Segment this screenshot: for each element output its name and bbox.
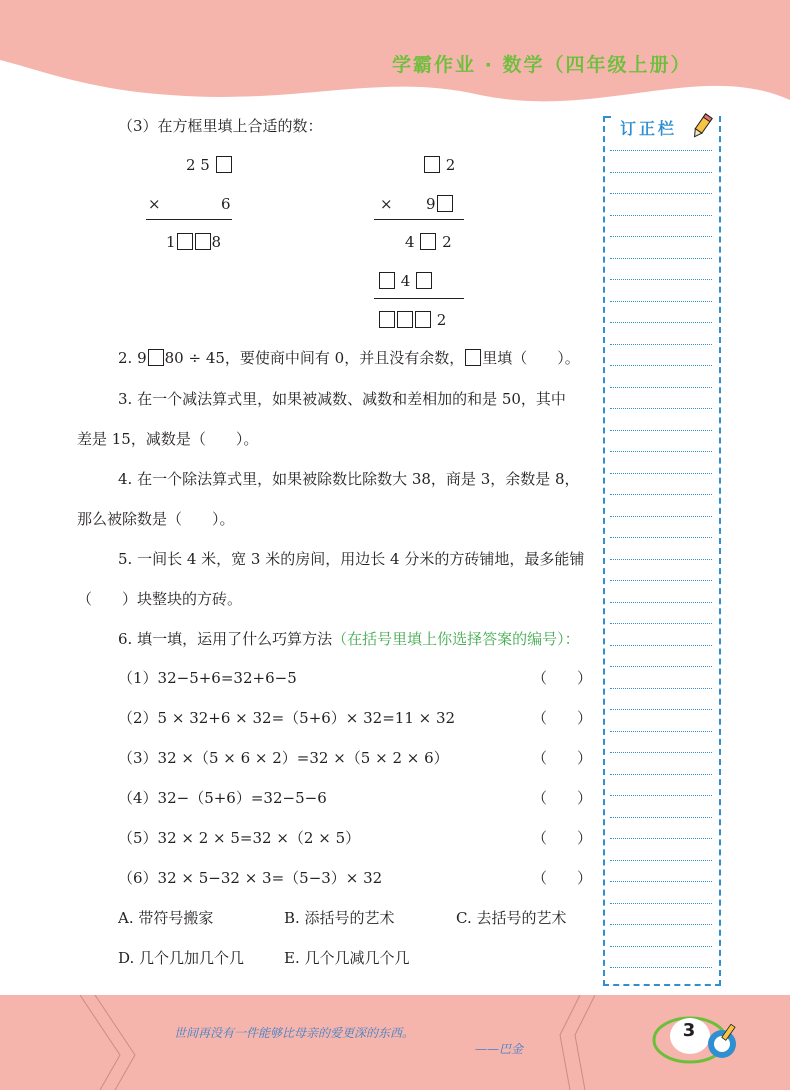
left-result: 1 8 <box>166 233 222 251</box>
correction-line <box>610 430 712 431</box>
right-row1: 2 <box>423 155 455 175</box>
correction-line <box>610 688 712 689</box>
correction-line <box>610 365 712 366</box>
correction-line <box>610 451 712 452</box>
footer-quote: 世间再没有一件能够比母亲的爱更深的东西。 <box>174 1026 415 1040</box>
answer-box[interactable] <box>148 349 164 366</box>
option-b: B. 添括号的艺术 <box>284 909 395 927</box>
correction-line <box>610 860 712 861</box>
q1-3-prompt: （3）在方框里填上合适的数： <box>118 117 323 135</box>
q3-line2: 差是 15，减数是（ ）。 <box>77 430 259 448</box>
left-row1: 2 5 <box>186 155 233 175</box>
answer-box[interactable] <box>437 195 453 212</box>
q6-hint: （在括号里填上你选择答案的编号）： <box>332 630 580 648</box>
q6-paren-1[interactable]: （ ） <box>532 669 593 687</box>
q6-item-5: （5）32 × 2 × 5=32 ×（2 × 5） <box>118 829 361 847</box>
correction-line <box>610 795 712 796</box>
correction-line <box>610 817 712 818</box>
left-times: × <box>148 195 161 213</box>
correction-line <box>610 215 712 216</box>
option-c: C. 去括号的艺术 <box>456 909 567 927</box>
option-e: E. 几个几减几个几 <box>284 949 410 967</box>
footer-author: ——巴金 <box>475 1042 524 1056</box>
q6-intro: 6. 填一填，运用了什么巧算方法（在括号里填上你选择答案的编号）： <box>118 630 580 648</box>
right-partial2: 4 <box>378 271 433 291</box>
option-d: D. 几个几加几个几 <box>118 949 245 967</box>
correction-line <box>610 774 712 775</box>
correction-line <box>610 387 712 388</box>
correction-line <box>610 279 712 280</box>
answer-box[interactable] <box>397 311 413 328</box>
correction-line <box>610 322 712 323</box>
answer-box[interactable] <box>420 233 436 250</box>
correction-line <box>610 903 712 904</box>
correction-line <box>610 709 712 710</box>
correction-line <box>610 473 712 474</box>
right-times: × <box>380 195 393 213</box>
correction-line <box>610 881 712 882</box>
correction-line <box>610 301 712 302</box>
correction-line <box>610 946 712 947</box>
q6-paren-3[interactable]: （ ） <box>532 749 593 767</box>
correction-line <box>610 731 712 732</box>
q4-line2: 那么被除数是（ ）。 <box>77 510 235 528</box>
correction-line <box>610 838 712 839</box>
correction-line <box>610 537 712 538</box>
correction-line <box>610 494 712 495</box>
correction-line <box>610 172 712 173</box>
q6-paren-2[interactable]: （ ） <box>532 709 593 727</box>
answer-box[interactable] <box>177 233 193 250</box>
correction-title: 订正栏 <box>620 119 678 138</box>
header-title: 学霸作业 · 数学（四年级上册） <box>392 54 692 76</box>
q6-item-1: （1）32−5+6=32+6−5 <box>118 669 297 687</box>
q4-line1: 4. 在一个除法算式里，如果被除数比除数大 38，商是 3，余数是 8， <box>118 470 580 488</box>
q5-line2: （ ）块整块的方砖。 <box>77 590 243 608</box>
page-number: 3 <box>682 1020 696 1041</box>
answer-box[interactable] <box>379 311 395 328</box>
q6-item-3: （3）32 ×（5 × 6 × 2）=32 ×（5 × 2 × 6） <box>118 749 449 767</box>
correction-line <box>610 666 712 667</box>
correction-line <box>610 344 712 345</box>
q6-item-4: （4）32−（5+6）=32−5−6 <box>118 789 327 807</box>
correction-line <box>610 924 712 925</box>
correction-line <box>610 150 712 151</box>
answer-box[interactable] <box>416 272 432 289</box>
correction-line <box>610 236 712 237</box>
correction-line <box>610 752 712 753</box>
q5-line1: 5. 一间长 4 米，宽 3 米的房间，用边长 4 分米的方砖铺地，最多能铺 <box>118 550 585 568</box>
correction-line <box>610 258 712 259</box>
correction-line <box>610 623 712 624</box>
answer-box[interactable] <box>424 156 440 173</box>
right-result: 2 <box>378 310 446 330</box>
correction-line <box>610 645 712 646</box>
q6-paren-4[interactable]: （ ） <box>532 789 593 807</box>
answer-box[interactable] <box>379 272 395 289</box>
right-partial1: 4 2 <box>405 233 452 251</box>
correction-line <box>610 193 712 194</box>
correction-line <box>610 408 712 409</box>
correction-line <box>610 967 712 968</box>
q3-line1: 3. 在一个减法算式里，如果被减数、减数和差相加的和是 50，其中 <box>118 390 566 408</box>
answer-box[interactable] <box>216 156 232 173</box>
correction-column <box>603 116 721 986</box>
q6-item-2: （2）5 × 32+6 × 32=（5+6）× 32=11 × 32 <box>118 709 456 727</box>
option-a: A. 带符号搬家 <box>118 909 214 927</box>
right-row2: 9 <box>426 194 454 214</box>
pencil-icon <box>690 112 714 140</box>
correction-line <box>610 580 712 581</box>
correction-line <box>610 559 712 560</box>
q2: 2. 9 80 ÷ 45，要使商中间有 0，并且没有余数， 里填（ ）。 <box>118 349 580 367</box>
q6-item-6: （6）32 × 5−32 × 3=（5−3）× 32 <box>118 869 383 887</box>
answer-box[interactable] <box>195 233 211 250</box>
left-row2: 6 <box>221 195 231 213</box>
answer-box[interactable] <box>465 349 481 366</box>
q6-paren-5[interactable]: （ ） <box>532 829 593 847</box>
correction-line <box>610 516 712 517</box>
correction-line <box>610 602 712 603</box>
q6-paren-6[interactable]: （ ） <box>532 869 593 887</box>
answer-box[interactable] <box>415 311 431 328</box>
